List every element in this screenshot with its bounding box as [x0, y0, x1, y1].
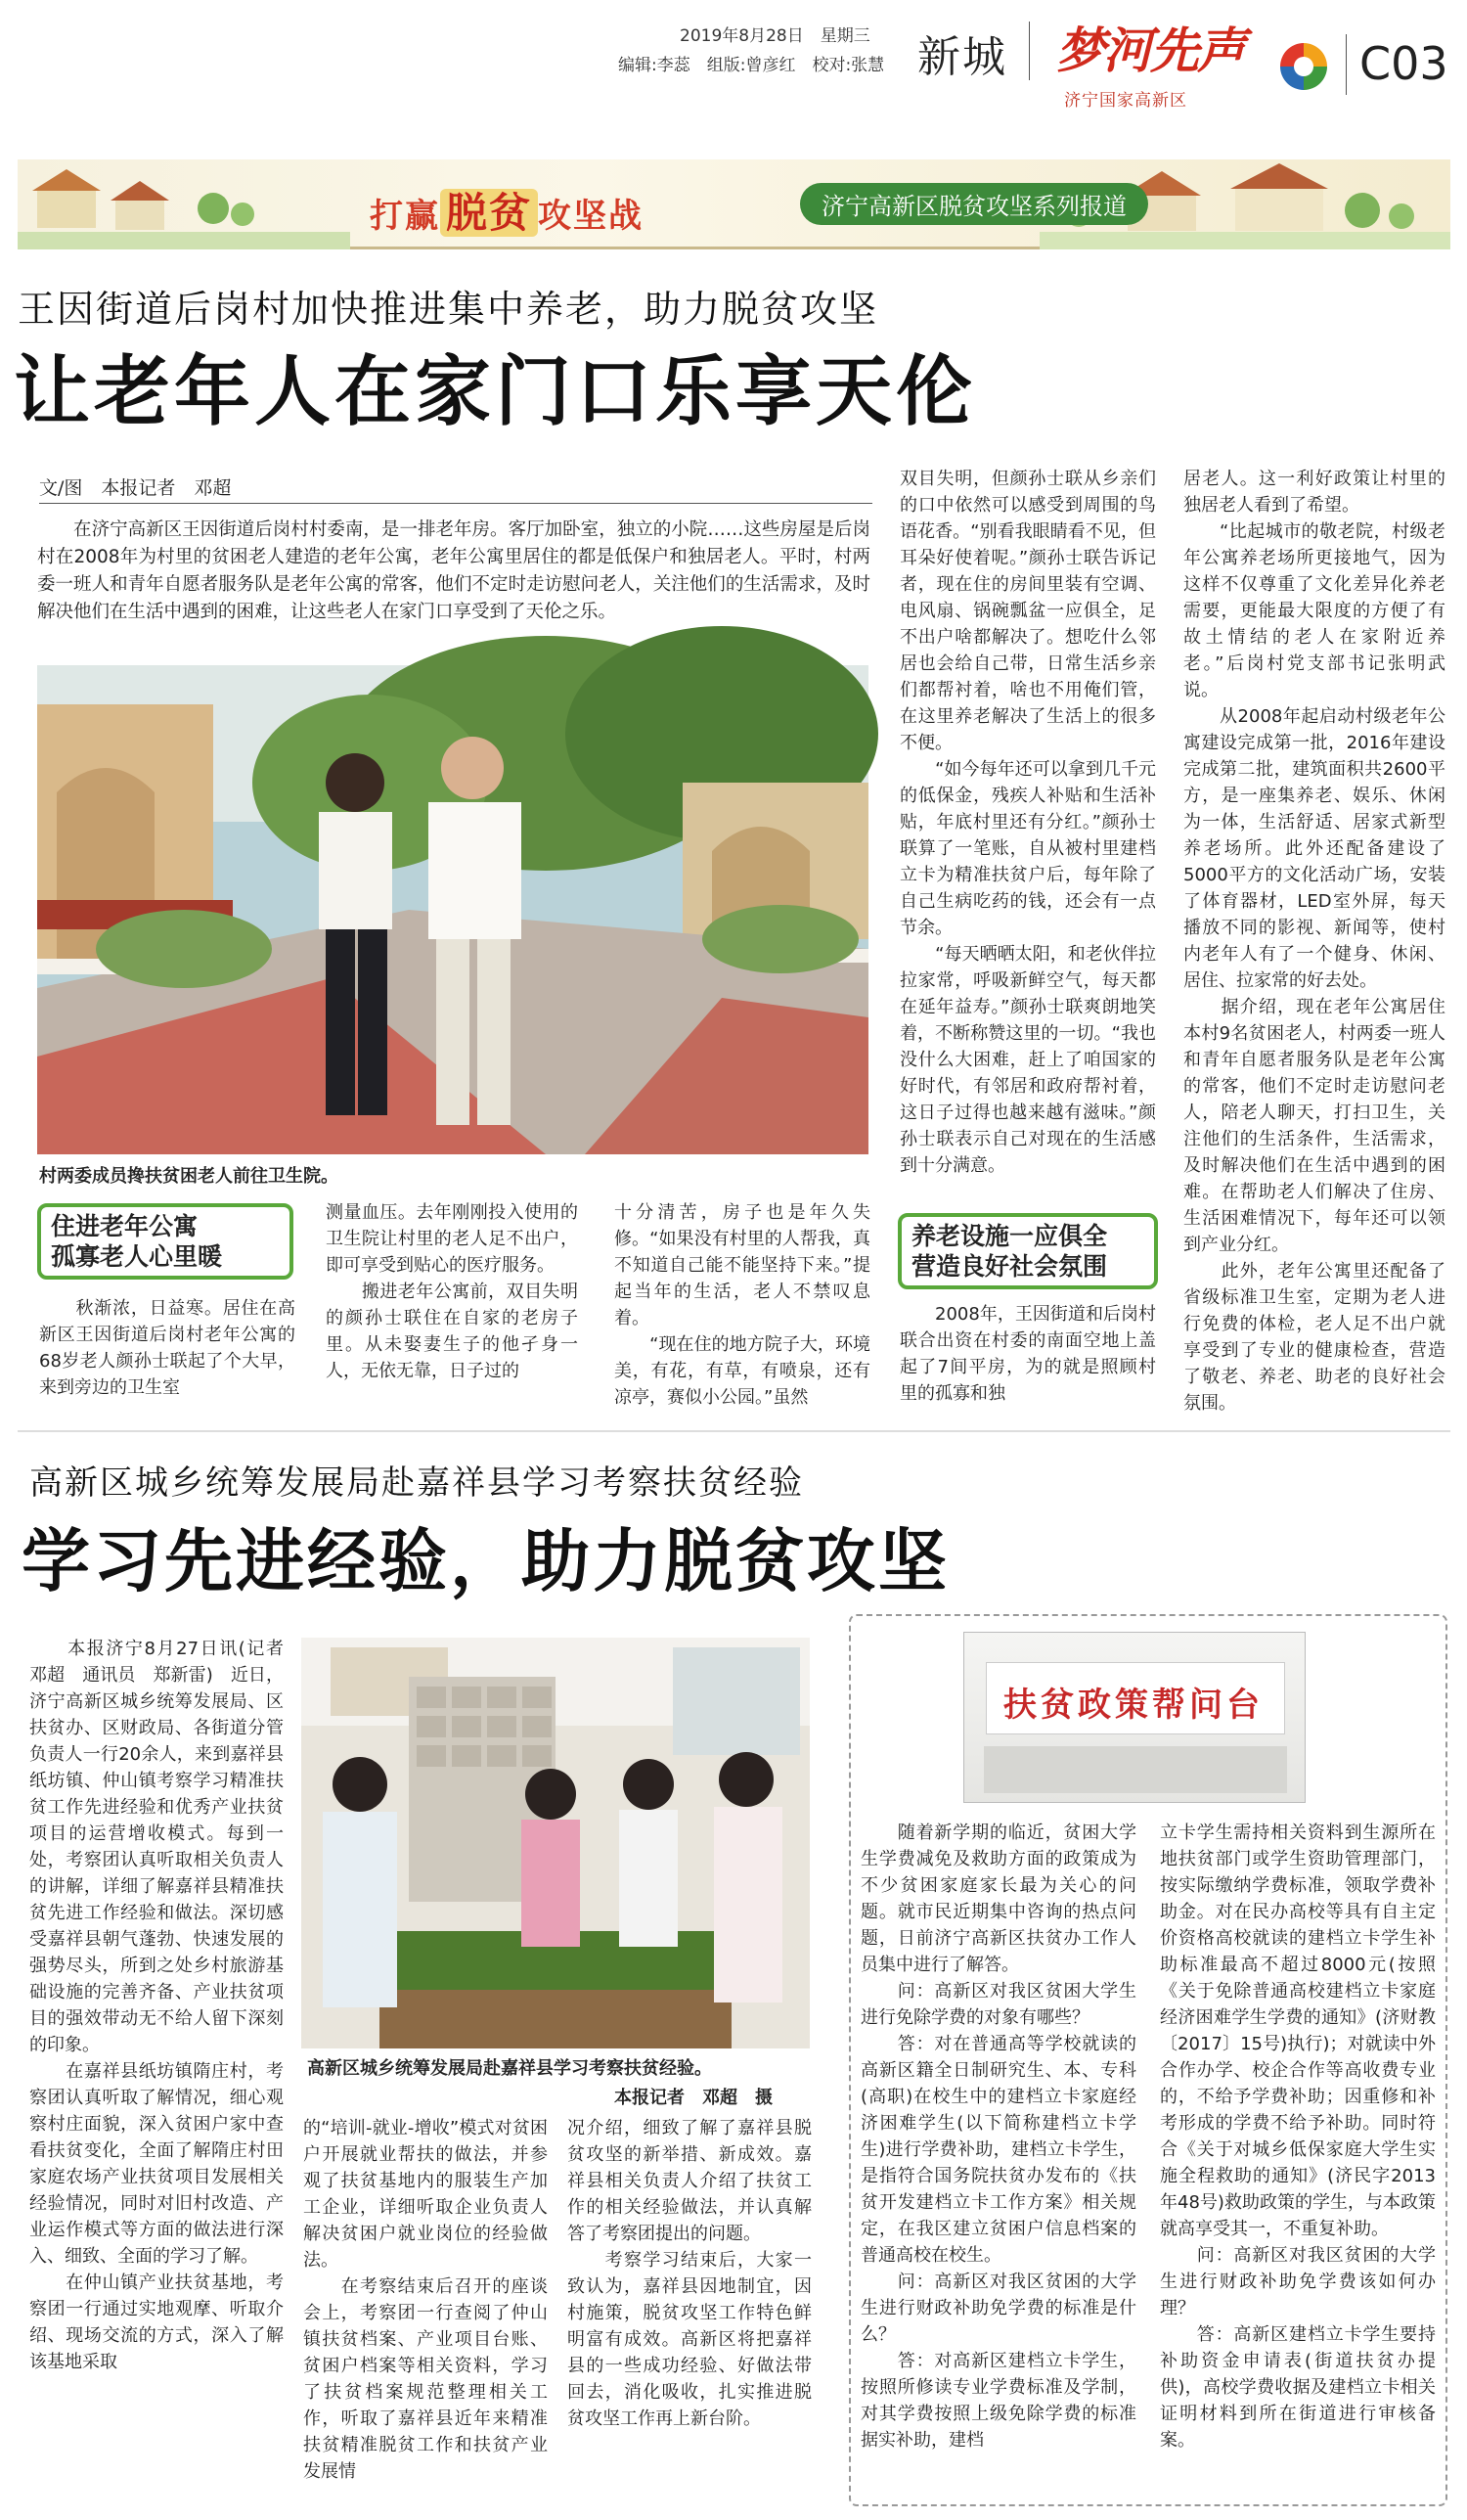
banner-title-mid: 脱贫 — [440, 189, 538, 237]
subhead-senior-apartment: 住进老年公寓 孤寡老人心里暖 — [37, 1203, 293, 1280]
page-divider — [1346, 34, 1347, 95]
newspaper-logo: 梦河先声 — [1056, 22, 1244, 79]
article1-photo — [37, 665, 868, 1154]
article1-column-4-cont: 2008年，王因街道和后岗村联合出资在村委的南面空地上盖起了7间平房，为的就是照顾村里的孤寡和独 — [900, 1304, 1156, 1404]
header-divider — [1029, 22, 1030, 80]
page-number: C03 — [1359, 37, 1448, 90]
subhead-elderly-facilities: 养老设施一应俱全 营造良好社会氛围 — [898, 1213, 1158, 1289]
banner-title-right: 攻坚战 — [538, 197, 645, 236]
zone-logo-icon — [1276, 39, 1331, 94]
article2-kicker: 高新区城乡统筹发展局赴嘉祥县学习考察扶贫经验 — [29, 1463, 804, 1503]
article1-column-4: 双目失明，但颜孙士联从乡亲们的口中依然可以感受到周围的鸟语花香。“别看我眼睛看不见，但耳朵好使着呢。”颜孙士联告诉记者，现在住的房间里装有空调、电风扇、锅碗瓢盆一应俱全，足不出户啥都解决了。想吃什么邻居也会给自己带，日常生活乡亲们都帮衬着，啥也不用俺们管，在这里养老解决了生活上的很多不便。 “如今每年还可以拿到几千元的低保金，残疾人补贴和生活补贴，年底村里还有分红。”颜孙士联算了一笔账，自从被村里建档立卡为精准扶贫户后，每年除了自己生病吃药的钱，还会有一点节余。 “每天晒晒太阳，和老伙伴拉拉家常，呼吸新鲜空气，每天都在延年益寿。”颜孙士联爽朗地笑着，不断称赞这里的一切。“我也没什么大困难，赶上了咱国家的好时代，有邻居和政府帮衬着，这日子过得也越来越有滋味。”颜孙士联表示自己对现在的生活感到十分满意。 — [900, 469, 1156, 1176]
banner-title-left: 打赢 — [370, 197, 440, 236]
article2-photo-credit: 本报记者 邓超 摄 — [614, 2088, 773, 2108]
article1-title: 让老年人在家门口乐享天伦 — [14, 348, 977, 436]
policy-qa-sign — [963, 1632, 1306, 1803]
qa-column-1: 随着新学期的临近，贫困大学生学费减免及救助方面的政策成为不少贫困家庭家长最为关心的问题。就市民近期集中咨询的热点问题，日前济宁高新区扶贫办工作人员集中进行了解答。 问：高新区对我区贫困大学生进行免除学费的对象有哪些？ 答：对在普通高等学校就读的高新区籍全日制研究生、本、专科(高职)在校生中的建档立卡家庭经济困难学生(以下简称建档立卡学生)进行学费补助，建档立卡学生，是指符合国务院扶贫办发布的《扶贫开发建档立卡工作方案》相关规定，在我区建立贫困户信息档案的普通高校在校生。 问：高新区对我区贫困的大学生进行财政补助免学费的标准是什么？ 答：对高新区建档立卡学生，按照所修读专业学费标准及学制，对其学费按照上级免除学费的标准据实补助，建档 — [861, 1822, 1136, 2451]
section-name: 新城 — [917, 32, 1007, 82]
article2-column-3: 况介绍，细致了解了嘉祥县脱贫攻坚的新举措、新成效。嘉祥县相关负责人介绍了扶贫工作的相关经验做法，并认真解答了考察团提出的问题。 考察学习结束后，大家一致认为，嘉祥县因地制宜，因村施策，脱贫攻坚工作特色鲜明富有成效。高新区将把嘉祥县的一些成功经验、好做法带回去，消化吸收，扎实推进脱贫攻坚工作再上新台阶。 — [567, 2118, 812, 2429]
byline-rule — [39, 503, 872, 504]
article1-lead: 在济宁高新区王因街道后岗村村委南，是一排老年房。客厅加卧室，独立的小院……这些房屋是后岗村在2008年为村里的贫困老人建造的老年公寓，老年公寓里居住的都是低保户和独居老人。平时，村两委一班人和青年自愿者服务队是老年公寓的常客，他们不定时走访慰问老人，关注他们的生活需求，及时解决他们在生活中遇到的困难，让这些老人在家门口享受到了天伦之乐。 — [37, 519, 870, 622]
editor-credits: 编辑:李蕊 组版:曾彦红 校对:张慧 — [618, 56, 885, 75]
banner-title — [370, 181, 644, 240]
newspaper-subtitle: 济宁国家高新区 — [1064, 91, 1187, 111]
article2-photo-caption: 高新区城乡统筹发展局赴嘉祥县学习考察扶贫经验。 — [307, 2058, 712, 2079]
article1-photo-caption: 村两委成员搀扶贫困老人前往卫生院。 — [39, 1166, 338, 1187]
article1-column-1: 秋渐浓，日益寒。居住在高新区王因街道后岗村老年公寓的68岁老人颜孙士联起了个大早，来到旁边的卫生室 — [39, 1298, 295, 1398]
article2-column-1: 本报济宁8月27日讯(记者 邓超 通讯员 郑新雷) 近日，济宁高新区城乡统筹发展局、区扶贫办、区财政局、各街道分管负责人一行20余人，来到嘉祥县纸坊镇、仲山镇考察学习精准扶贫工作先进经验和优秀产业扶贫项目的运营增收模式。每到一处，考察团认真听取相关负责人的讲解，详细了解嘉祥县精准扶贫先进工作经验和做法。深切感受嘉祥县朝气蓬勃、快速发展的强势尽头，所到之处乡村旅游基础设施的完善齐备、产业扶贫项目的强效带动无不给人留下深刻的印象。 在嘉祥县纸坊镇隋庄村，考察团认真听取了解情况，细心观察村庄面貌，深入贫困户家中查看扶贫变化，全面了解隋庄村田家庭农场产业扶贫项目发展相关经验情况，同时对旧村改造、产业运作模式等方面的做法进行深入、细致、全面的学习了解。 在仲山镇产业扶贫基地，考察团一行通过实地观摩、听取介绍、现场交流的方式，深入了解该基地采取 — [29, 1639, 284, 2372]
series-label: 济宁高新区脱贫攻坚系列报道 — [800, 183, 1148, 225]
article2-photo — [301, 1638, 810, 2048]
article1-column-2: 测量血压。去年刚刚投入使用的卫生院让村里的老人足不出户，即可享受到贴心的医疗服务。 搬进老年公寓前，双目失明的颜孙士联住在自家的老房子里。从未娶妻生子的他孑身一人，无依无靠，日子过的 — [326, 1202, 578, 1381]
banner-decoration-left — [18, 159, 350, 249]
article1-kicker: 王因街道后岗村加快推进集中养老，助力脱贫攻坚 — [18, 288, 879, 331]
issue-date: 2019年8月28日 星期三 — [680, 26, 870, 46]
article-separator — [18, 1430, 1450, 1432]
qa-column-2: 立卡学生需持相关资料到生源所在地扶贫部门或学生资助管理部门，按实际缴纳学费标准，领取学费补助金。对在民办高校等具有自主定价资格高校就读的建档立卡学生补助标准最高不超过8000元(按照《关于免除普通高校建档立卡家庭经济困难学生学费的通知》(济财教〔2017〕15号)执行)；对就读中外合作办学、校企合作等高收费专业的，不给予学费补助；因重修和补考形成的学费不给予补助。同时符合《关于对城乡低保家庭大学生实施全程救助的通知》(济民字2013年48号)救助政策的学生，与本政策就高享受其一，不重复补助。 问：高新区对我区贫困的大学生进行财政补助免学费该如何办理？ 答：高新区建档立卡学生要持补助资金申请表(街道扶贫办提供)，高校学费收据及建档立卡相关证明材料到所在街道进行审核备案。 — [1160, 1822, 1436, 2451]
article1-column-3: 十分清苦，房子也是年久失修。“如果没有村里的人帮我，真不知道自己能不能坚持下来。”提起当年的生活，老人不禁叹息着。 “现在住的地方院子大，环境美，有花，有草，有喷泉，还有凉亭，赛似小公园。”虽然 — [614, 1202, 870, 1408]
article1-byline: 文/图 本报记者 邓超 — [39, 477, 232, 499]
series-banner — [18, 159, 1450, 249]
sign-stand — [984, 1746, 1287, 1793]
policy-qa-title: 扶贫政策帮问台 — [1003, 1686, 1264, 1725]
article1-column-5: 居老人。这一利好政策让村里的独居老人看到了希望。 “比起城市的敬老院，村级老年公寓养老场所更接地气，因为这样不仅尊重了文化差异化养老需要，更能最大限度的方便了有故土情结的老人在家附近养老。”后岗村党支部书记张明武说。 从2008年起启动村级老年公寓建设完成第一批，2016年建设完成第二批，建筑面积共2600平方，是一座集养老、娱乐、休闲为一体，生活舒适、居家式新型养老场所。此外还配备建设了5000平方的文化活动广场，安装了体育器材，LED室外屏，每天播放不同的影视、新闻等，使村内老年人有了一个健身、休闲、居住、拉家常的好去处。 据介绍，现在老年公寓居住本村9名贫困老人，村两委一班人和青年自愿者服务队是老年公寓的常客，他们不定时走访慰问老人，陪老人聊天，打扫卫生，关注他们的生活条件，生活需求，及时解决他们在生活中遇到的困难。在帮助老人们解决了住房、生活困难情况下，每年还可以领到产业分红。 此外，老年公寓里还配备了省级标准卫生室，定期为老人进行免费的体检，老人足不出户就享受到了专业的健康检查，营造了敬老、养老、助老的良好社会氛围。 — [1183, 469, 1445, 1414]
article2-title: 学习先进经验，助力脱贫攻坚 — [22, 1521, 950, 1601]
article2-column-2: 的“培训-就业-增收”模式对贫困户开展就业帮扶的做法，并参观了扶贫基地内的服装生产加工企业，详细听取企业负责人解决贫困户就业岗位的经验做法。 在考察结束后召开的座谈会上，考察团一行查阅了仲山镇扶贫档案、产业项目台账、贫困户档案等相关资料，学习了扶贫档案规范整理相关工作，听取了嘉祥县近年来精准扶贫精准脱贫工作和扶贫产业发展情 — [303, 2118, 548, 2482]
